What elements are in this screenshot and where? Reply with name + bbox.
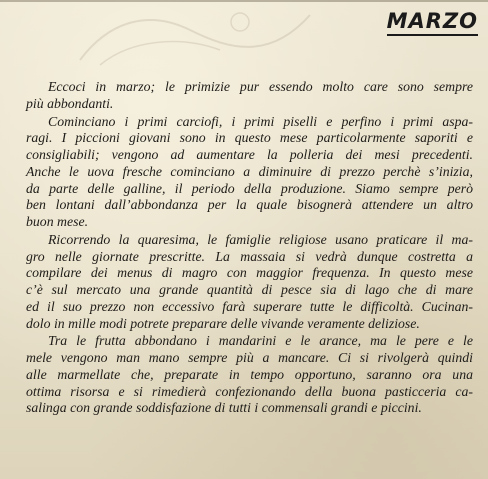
text-line: compilare dei menus di magro con maggior frequenza. In questo mese — [26, 265, 473, 281]
text-line: ottima risorsa e si rimedierà confezionando della buona pasticceria ca- — [26, 383, 473, 399]
text-line: Anche le uova fresche cominciano a diminuire di prezzo perchè s’inizia, — [26, 163, 473, 179]
article-body — [26, 79, 473, 417]
text-line: da parte delle galline, il periodo della produzione. Siamo sempre però — [26, 180, 473, 196]
text-line: ed il suo prezzo non eccessivo farà superare tutte le difficoltà. Cucinan- — [26, 298, 473, 314]
page-title: MARZO — [387, 9, 478, 36]
text-line: buon mese. — [26, 214, 89, 229]
paragraph-2 — [26, 114, 473, 231]
text-line: ben lontani dall’abbondanza per la quale bisognerà attendere un altro — [26, 197, 473, 213]
text-line: dolo in mille modi potrete preparare delle vivande veramente deliziose. — [26, 315, 420, 331]
text-line: salinga con grande soddisfazione di tutti i commensali grandi e piccini. — [26, 400, 422, 416]
text-line: ragi. I piccioni giovani sono in questo mese particolarmente saporiti e — [26, 130, 473, 146]
text-line: consigliabili; vengono ad aumentare la polleria dei mesi precedenti. — [26, 147, 473, 162]
bleed-through-illustration — [70, 0, 320, 70]
paragraph-1 — [26, 79, 473, 113]
text-line: più abbondanti. — [26, 95, 114, 111]
text-line: Eccoci in marzo; le primizie pur essendo molto care sono sempre — [48, 79, 473, 94]
text-line: gro nelle giornate prescritte. La massaia si vedrà dunque costretta a — [26, 248, 473, 264]
text-line: Tra le frutta abbondano i mandarini e le arance, ma le pere e le — [48, 333, 473, 349]
paragraph-4 — [26, 333, 473, 417]
text-line: mele vengono man mano sempre più a mancare. Ci si rivolgerà quindi — [26, 350, 473, 365]
text-line: alle marmellate che, preparate in tempo opportuno, saranno ora una — [26, 366, 473, 382]
text-line: Cominciano i primi carciofi, i primi piselli e perfino i primi aspa- — [48, 113, 473, 129]
text-line: c’è sul mercato una grande quantità di pesce sia di lago che di mare — [26, 282, 473, 297]
paragraph-3 — [26, 232, 473, 333]
text-line: Ricorrendo la quaresima, le famiglie religiose usano praticare il ma- — [48, 231, 473, 247]
